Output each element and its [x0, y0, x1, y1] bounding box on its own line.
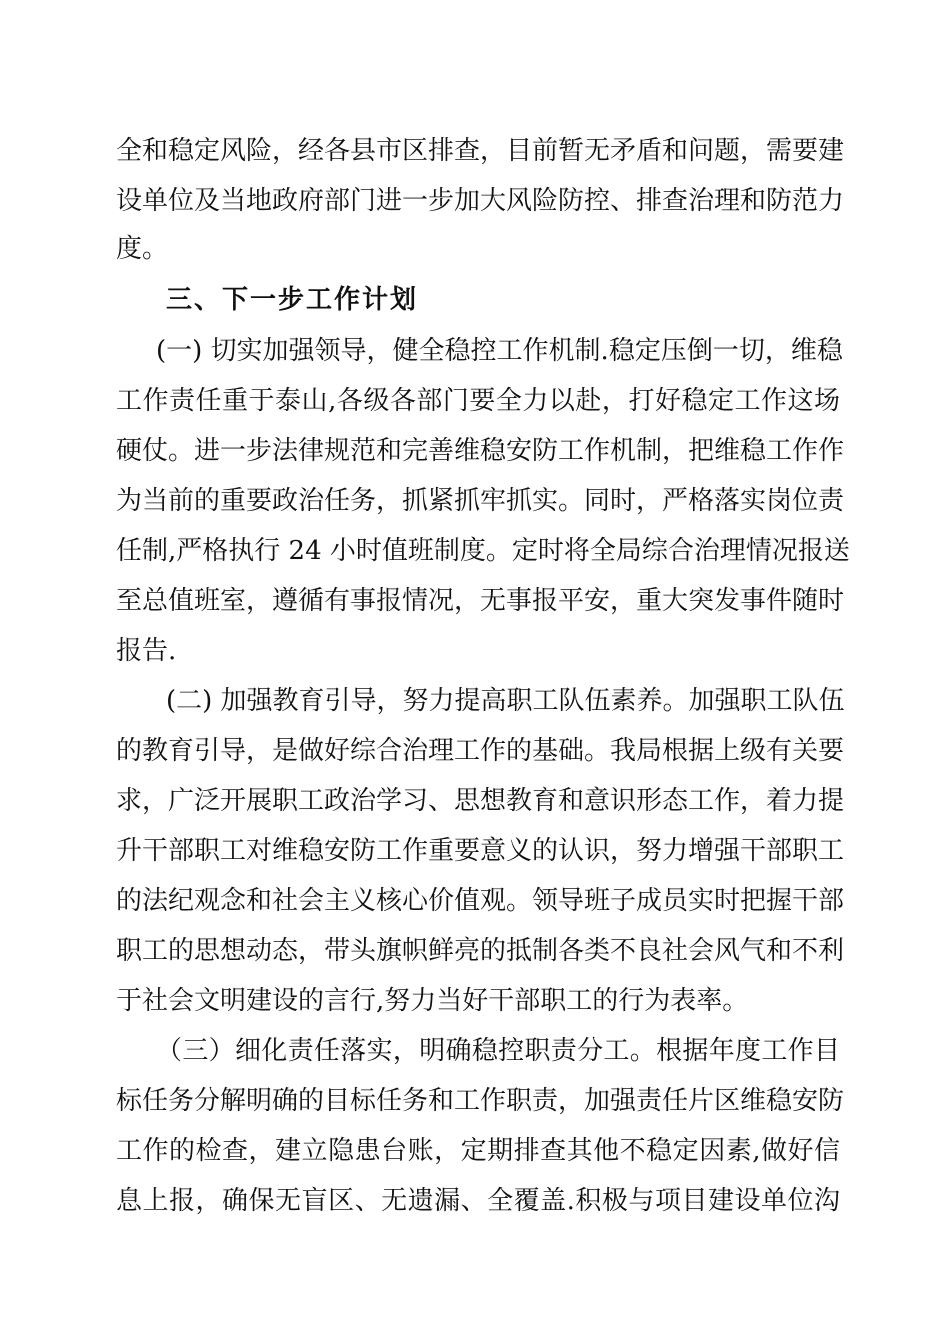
item-2-line: 的法纪观念和社会主义核心价值观。领导班子成员实时把握干部 [116, 886, 845, 916]
item-2-line: 的教育引导，是做好综合治理工作的基础。我局根据上级有关要 [116, 736, 845, 766]
item-3-line: 息上报，确保无盲区、无遗漏、全覆盖.积极与项目建设单位沟 [116, 1186, 840, 1216]
item-1-line: 硬仗。进一步法律规范和完善维稳安防工作机制，把维稳工作作 [116, 436, 845, 466]
section-heading: 三、下一步工作计划 [166, 285, 419, 315]
item-3-line: 标任务分解明确的目标任务和工作职责，加强责任片区维稳安防 [116, 1086, 845, 1116]
item-3-line: （三）细化责任落实，明确稳控职责分工。根据年度工作目 [156, 1036, 840, 1066]
item-2-line: 职工的思想动态，带头旗帜鲜亮的抵制各类不良社会风气和不利 [116, 936, 845, 966]
paragraph-line: 全和稳定风险，经各县市区排查，目前暂无矛盾和问题，需要建 [116, 136, 845, 166]
item-2-line: 升干部职工对维稳安防工作重要意义的认识，努力增强干部职工 [116, 836, 845, 866]
item-3-line: 工作的检查，建立隐患台账，定期排查其他不稳定因素,做好信 [116, 1136, 840, 1166]
item-1-line: (一) 切实加强领导，健全稳控工作机制.稳定压倒一切，维稳 [156, 336, 843, 366]
item-2-line: 于社会文明建设的言行,努力当好干部职工的行为表率。 [116, 986, 749, 1016]
paragraph-line: 设单位及当地政府部门进一步加大风险防控、排查治理和防范力 [116, 186, 845, 216]
item-1-line: 报告. [116, 636, 177, 666]
item-1-line: 工作责任重于泰山,各级各部门要全力以赴，打好稳定工作这场 [116, 386, 840, 416]
item-2-line: 求，广泛开展职工政治学习、思想教育和意识形态工作，着力提 [116, 786, 845, 816]
item-1-line: 为当前的重要政治任务，抓紧抓牢抓实。同时，严格落实岗位责 [116, 486, 845, 516]
item-1-line: 至总值班室，遵循有事报情况，无事报平安，重大突发事件随时 [116, 586, 845, 616]
paragraph-line: 度。 [116, 234, 169, 264]
item-1-line: 任制,严格执行 24 小时值班制度。定时将全局综合治理情况报送 [116, 536, 850, 566]
item-2-line: (二) 加强教育引导，努力提高职工队伍素养。加强职工队伍 [166, 686, 845, 716]
